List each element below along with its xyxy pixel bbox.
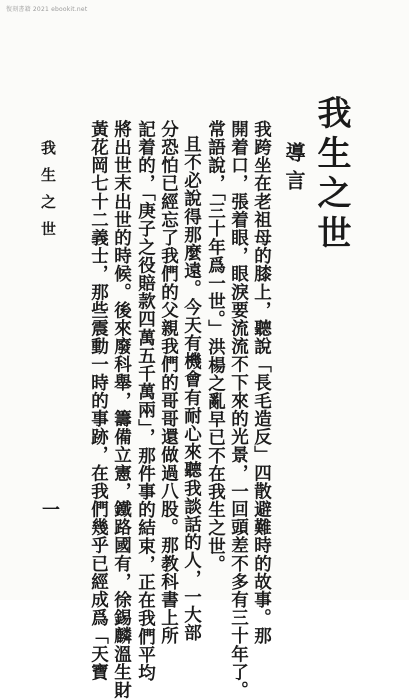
body-line-5: 分恐怕已經忘了我們的父親我們的哥哥還做過八股。那教科書上所 [158,120,179,645]
running-head: 我生之世 [39,140,57,248]
book-title: 我生之世 [311,95,351,255]
section-title: 導言 [282,142,306,198]
body-line-3: 常語說，「三十年爲一世。」洪楊之亂早已不在我生之世。 [205,120,226,574]
body-line-6: 記着的，「庚子之役賠款四萬五千萬兩」，那件事的結束，正在我們平均 [135,120,156,682]
page-number: 一 [39,500,60,518]
body-line-4: 且不必說得那麼遠。今天有機會有耐心來聽我談話的人，一大部 [181,135,202,642]
body-line-1: 我跨坐在老祖母的膝上，聽說「長毛造反」四散避難時的故事。那 [251,120,272,645]
body-line-7: 將出世末出世的時候。後來廢科舉，籌備立憲，鐵路國有，徐錫麟溫生財 [111,120,132,699]
watermark-text: 復刻書籍 2021 ebookit.net [6,6,88,13]
body-line-8: 黃花岡七十二義士，那些震動一時的事跡，在我們幾乎已經成爲「天寶 [88,120,109,682]
body-line-2: 開着口，張着眼，眼淚要流流不下來的光景，一回頭差不多有三十年了。 [228,120,249,699]
